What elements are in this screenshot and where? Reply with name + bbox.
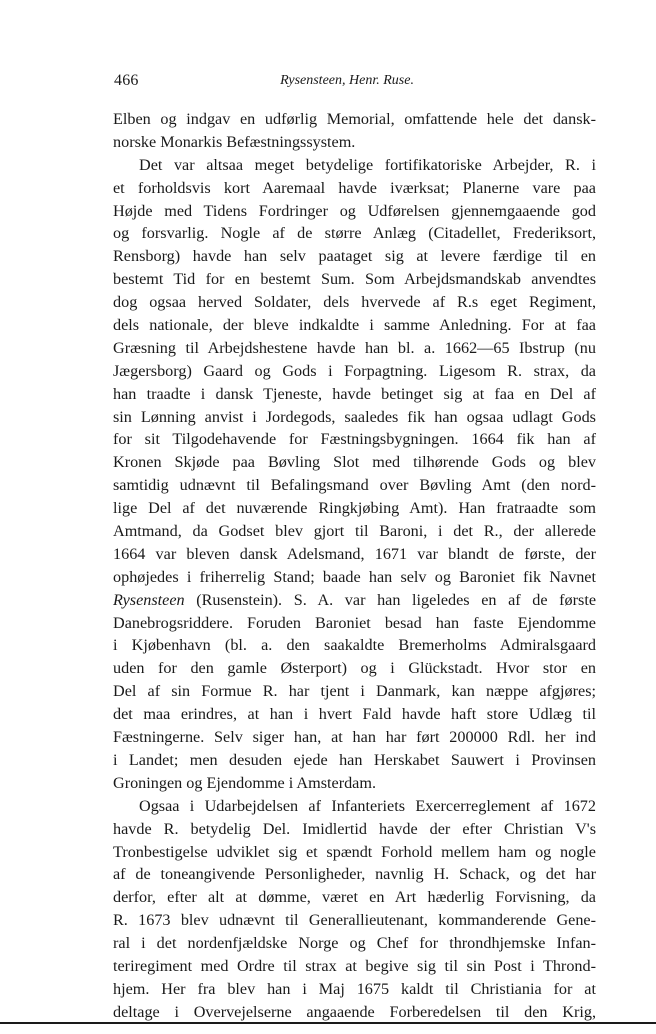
text-line: Højde med Tidens Fordringer og Udførelsen gjennemgaaende god [113,201,596,220]
text-line: dog ogsaa herved Soldater, dels hvervede af R.s eget Regiment, [113,293,596,312]
text-line: i Kjøbenhavn (bl. a. den saakaldte Bremerholms Admiralsgaard [113,636,596,655]
text-line: Ogsaa i Udarbejdelsen af Infanteriets Exercerreglement af 1672 [139,796,596,815]
text-line: et forholdsvis kort Aaremaal havde iværksat; Planerne vare paa [113,178,596,197]
text-line: af de toneangivende Personligheder, navnlig H. Schack, og det har [113,865,596,884]
italic-name: Rysensteen [113,590,185,609]
text-line: sin Lønning anvist i Jordegods, saaledes fik han ogsaa udlagt Gods [113,407,596,426]
text-line: Rensborg) havde han selv paataget sig at levere færdige til en [113,247,596,266]
text-line: han traadte i dansk Tjeneste, havde betinget sig at faa en Del af [113,384,596,403]
text-line: ral i det nordenfjældske Norge og Chef for throndhjemske Infan- [113,934,596,953]
text-line: hjem. Her fra blev han i Maj 1675 kaldt til Christiania for at [113,979,596,998]
text-line: lige Del af det nuværende Ringkjøbing Amt). Han fratraadte som [113,499,596,518]
text-line: teriregiment med Ordre til strax at begive sig til sin Post i Thrond- [113,956,596,975]
text-line: samtidig udnævnt til Befalingsmand over Bøvling Amt (den nord- [113,476,596,495]
text-line: havde R. betydelig Del. Imidlertid havde der efter Christian V's [113,819,596,838]
bottom-rule [0,1022,656,1024]
text-line: deltage i Overvejelserne angaaende Forberedelsen til den Krig, [113,1002,596,1021]
text-line: og forsvarlig. Nogle af de større Anlæg (Citadellet, Frederiksort, [113,224,596,243]
text-line: bestemt Tid for en bestemt Sum. Som Arbejdsmandskab anvendtes [113,270,596,289]
running-head-title: Rysensteen, Henr. Ruse. [280,73,414,88]
text-run: (Rusenstein). S. A. var han ligeledes en af de første [184,590,596,609]
text-line: Danebrogsriddere. Foruden Baroniet besad han faste Ejendomme [113,613,596,632]
text-line: uden for den gamle Østerport) og i Glückstadt. Hvor stor en [113,659,596,678]
text-line: Fæstningerne. Selv siger han, at han har ført 200000 Rdl. her ind [113,728,596,747]
text-line: det maa erindres, at han i hvert Fald havde haft store Udlæg til [113,705,596,724]
text-line: Tronbestigelse udviklet sig et spændt Forhold mellem ham og nogle [113,842,596,861]
text-line: for sit Tilgodehavende for Fæstningsbygningen. 1664 fik han af [113,430,596,449]
body-text [113,108,596,1024]
text-line: R. 1673 blev udnævnt til Generallieutenant, kommanderende Gene- [113,911,596,930]
text-line: dels nationale, der bleve indkaldte i samme Anledning. For at faa [113,316,596,335]
text-line [113,589,596,612]
text-line: Det var altsaa meget betydelige fortifikatoriske Arbejder, R. i [139,155,596,174]
text-line: Amtmand, da Godset blev gjort til Baroni, i det R., der allerede [113,522,596,541]
text-line: 1664 var bleven dansk Adelsmand, 1671 var blandt de første, der [113,544,596,563]
text-line: norske Monarkis Befæstningssystem. [113,132,356,151]
text-line: Græsning til Arbejdshestene havde han bl. a. 1662—65 Ibstrup (nu [113,338,596,357]
text-line: derfor, efter alt at dømme, været en Art hæderlig Forvisning, da [113,888,596,907]
text-line: Del af sin Formue R. har tjent i Danmark, kan næppe afgjøres; [113,682,596,701]
text-line: Jægersborg) Gaard og Gods i Forpagtning. Ligesom R. strax, da [113,361,596,380]
text-line: Groningen og Ejendomme i Amsterdam. [113,773,376,792]
page-number: 466 [114,72,139,89]
text-line: i Landet; men desuden ejede han Herskabet Sauwert i Provinsen [113,750,596,769]
text-line: Kronen Skjøde paa Bøvling Slot med tilhørende Gods og blev [113,453,596,472]
text-line: Elben og indgav en udførlig Memorial, omfattende hele det dansk- [113,110,596,128]
text-line: ophøjedes i friherrelig Stand; baade han selv og Baroniet fik Navnet [113,567,596,586]
